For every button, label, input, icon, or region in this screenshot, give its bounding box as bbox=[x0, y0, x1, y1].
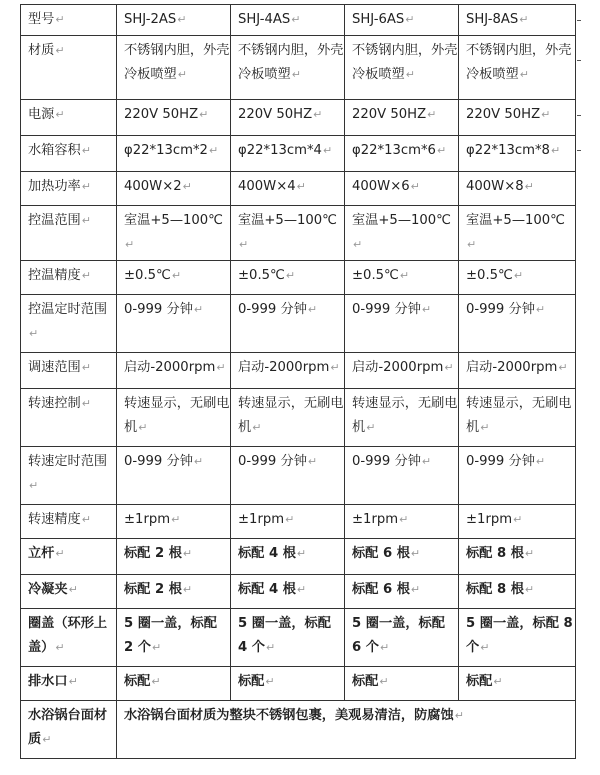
table-row bbox=[21, 100, 576, 136]
cell-text: 不锈钢内胆，外壳冷板喷塑 bbox=[466, 43, 572, 82]
cell-text: 冷凝夹 bbox=[28, 582, 68, 597]
table-cell bbox=[117, 5, 231, 36]
paragraph-mark-icon: ↵ bbox=[405, 68, 415, 81]
cell-text: ±0.5℃ bbox=[124, 268, 171, 283]
paragraph-mark-icon: ↵ bbox=[55, 108, 65, 121]
table-cell bbox=[21, 5, 117, 36]
cell-text: 不锈钢内胆，外壳冷板喷塑 bbox=[238, 43, 344, 82]
table-row bbox=[21, 36, 576, 100]
table-cell bbox=[345, 261, 459, 295]
table-cell bbox=[21, 36, 117, 100]
table-cell bbox=[21, 505, 117, 539]
paragraph-mark-icon: ↵ bbox=[558, 361, 568, 374]
paragraph-mark-icon: ↵ bbox=[379, 641, 390, 654]
cell-text: φ22*13cm*4 bbox=[238, 143, 322, 158]
paragraph-mark-icon: ↵ bbox=[193, 303, 204, 316]
table-cell bbox=[345, 505, 459, 539]
table-cell bbox=[459, 36, 576, 100]
paragraph-mark-icon: ↵ bbox=[151, 675, 161, 688]
table-cell bbox=[117, 206, 231, 261]
table-cell bbox=[117, 36, 231, 100]
paragraph-mark-icon: ↵ bbox=[182, 583, 193, 596]
table-cell bbox=[21, 261, 117, 295]
paragraph-mark-icon: ↵ bbox=[81, 144, 91, 157]
paragraph-mark-icon: ↵ bbox=[138, 421, 148, 434]
table-cell bbox=[231, 575, 345, 609]
cell-text: ±1rpm bbox=[124, 512, 171, 527]
table-row bbox=[21, 447, 576, 505]
table-cell bbox=[459, 353, 576, 389]
paragraph-mark-icon: ↵ bbox=[513, 513, 523, 526]
table-cell bbox=[459, 389, 576, 447]
paragraph-mark-icon: ↵ bbox=[480, 641, 490, 654]
paragraph-mark-icon: ↵ bbox=[366, 421, 376, 434]
paragraph-mark-icon: ↵ bbox=[399, 269, 410, 282]
table-cell bbox=[21, 172, 117, 206]
cell-text: 转速定时范围 bbox=[28, 454, 108, 469]
cell-text: 0-999 分钟 bbox=[238, 302, 307, 317]
cell-text: 室温+5—100℃ bbox=[238, 213, 337, 228]
cell-text: 立杆 bbox=[28, 546, 55, 561]
paragraph-mark-icon: ↵ bbox=[493, 675, 503, 688]
table-cell bbox=[231, 539, 345, 575]
paragraph-mark-icon: ↵ bbox=[285, 513, 295, 526]
paragraph-mark-icon: ↵ bbox=[410, 180, 420, 193]
table-row bbox=[21, 206, 576, 261]
table-cell bbox=[21, 136, 117, 172]
paragraph-mark-icon: ↵ bbox=[177, 13, 187, 26]
paragraph-mark-icon: ↵ bbox=[81, 180, 91, 193]
paragraph-mark-icon: ↵ bbox=[296, 547, 307, 560]
cell-text: 400W×4 bbox=[238, 179, 296, 194]
paragraph-mark-icon: ↵ bbox=[265, 641, 276, 654]
paragraph-mark-icon: ↵ bbox=[239, 238, 249, 251]
paragraph-mark-icon: ↵ bbox=[535, 455, 546, 468]
paragraph-mark-icon: ↵ bbox=[399, 513, 409, 526]
table-cell bbox=[345, 667, 459, 701]
cell-text: 水浴锅台面材质为整块不锈钢包裹，美观易清洁，防腐蚀 bbox=[124, 708, 454, 723]
cell-text: 型号 bbox=[28, 12, 55, 27]
table-row bbox=[21, 353, 576, 389]
table-cell bbox=[231, 5, 345, 36]
paragraph-mark-icon: ↵ bbox=[216, 361, 226, 374]
table-cell bbox=[231, 353, 345, 389]
cell-text: SHJ-4AS bbox=[238, 12, 291, 27]
cell-text: 不锈钢内胆，外壳冷板喷塑 bbox=[124, 43, 230, 82]
paragraph-mark-icon: ↵ bbox=[177, 68, 187, 81]
cell-text: 标配 4 根 bbox=[238, 546, 296, 561]
table-cell bbox=[345, 172, 459, 206]
cell-text: 转速显示，无刷电机 bbox=[238, 396, 344, 435]
table-cell bbox=[345, 206, 459, 261]
paragraph-mark-icon: ↵ bbox=[454, 709, 464, 722]
paragraph-mark-icon: ↵ bbox=[379, 675, 389, 688]
table-cell bbox=[345, 539, 459, 575]
paragraph-mark-icon: ↵ bbox=[513, 269, 524, 282]
table-cell bbox=[459, 539, 576, 575]
cell-text: 室温+5—100℃ bbox=[352, 213, 451, 228]
paragraph-mark-icon: ↵ bbox=[171, 513, 181, 526]
paragraph-mark-icon: ↵ bbox=[296, 180, 306, 193]
paragraph-mark-icon: ↵ bbox=[29, 327, 39, 340]
cell-text: 标配 6 根 bbox=[352, 546, 410, 561]
paragraph-mark-icon: ↵ bbox=[519, 13, 529, 26]
table-cell bbox=[117, 447, 231, 505]
paragraph-mark-icon: ↵ bbox=[524, 583, 535, 596]
paragraph-mark-icon: ↵ bbox=[182, 547, 193, 560]
table-row bbox=[21, 505, 576, 539]
paragraph-mark-icon: ↵ bbox=[444, 361, 454, 374]
table-cell bbox=[231, 172, 345, 206]
table-cell bbox=[117, 100, 231, 136]
cell-text: 转速显示，无刷电机 bbox=[124, 396, 230, 435]
table-cell bbox=[459, 172, 576, 206]
paragraph-mark-icon: ↵ bbox=[42, 733, 52, 746]
table-cell bbox=[21, 701, 117, 759]
paragraph-mark-icon: ↵ bbox=[519, 68, 529, 81]
cell-text: 室温+5—100℃ bbox=[124, 213, 223, 228]
cell-text: ±0.5℃ bbox=[238, 268, 285, 283]
table-cell bbox=[345, 389, 459, 447]
table-cell bbox=[21, 389, 117, 447]
table-row bbox=[21, 295, 576, 353]
paragraph-mark-icon: ↵ bbox=[29, 479, 39, 492]
cell-text: 220V 50HZ bbox=[466, 107, 541, 122]
paragraph-mark-icon: ↵ bbox=[322, 144, 333, 157]
paragraph-mark-icon: ↵ bbox=[410, 547, 421, 560]
paragraph-mark-icon: ↵ bbox=[81, 269, 91, 282]
paragraph-mark-icon: ↵ bbox=[208, 144, 219, 157]
paragraph-mark-icon: ↵ bbox=[307, 455, 318, 468]
cell-text: 标配 6 根 bbox=[352, 582, 410, 597]
paragraph-mark-icon: ↵ bbox=[330, 361, 340, 374]
paragraph-mark-icon: ↵ bbox=[81, 513, 91, 526]
cell-text: 控温精度 bbox=[28, 268, 81, 283]
table-cell bbox=[231, 609, 345, 667]
table-cell bbox=[117, 505, 231, 539]
cell-text: ±0.5℃ bbox=[352, 268, 399, 283]
table-cell bbox=[21, 539, 117, 575]
paragraph-mark-icon: ↵ bbox=[550, 144, 561, 157]
table-cell bbox=[21, 667, 117, 701]
paragraph-mark-icon: ↵ bbox=[68, 583, 78, 596]
table-cell bbox=[117, 575, 231, 609]
table-cell bbox=[345, 575, 459, 609]
table-cell bbox=[459, 609, 576, 667]
cell-text: φ22*13cm*6 bbox=[352, 143, 436, 158]
cell-text: 0-999 分钟 bbox=[466, 302, 535, 317]
table-cell bbox=[231, 295, 345, 353]
cell-text: 不锈钢内胆，外壳冷板喷塑 bbox=[352, 43, 458, 82]
paragraph-mark-icon: ↵ bbox=[199, 108, 209, 121]
table-cell bbox=[459, 136, 576, 172]
cell-text: 400W×6 bbox=[352, 179, 410, 194]
spec-table bbox=[20, 4, 576, 759]
table-cell bbox=[345, 447, 459, 505]
table-cell bbox=[231, 261, 345, 295]
table-row bbox=[21, 261, 576, 295]
table-cell bbox=[459, 505, 576, 539]
cell-text: 控温定时范围 bbox=[28, 302, 108, 317]
table-cell bbox=[231, 389, 345, 447]
paragraph-mark-icon: ↵ bbox=[291, 68, 301, 81]
table-cell bbox=[21, 353, 117, 389]
cell-text: 0-999 分钟 bbox=[352, 454, 421, 469]
cell-text: ±0.5℃ bbox=[466, 268, 513, 283]
paragraph-mark-icon: ↵ bbox=[81, 214, 91, 227]
cell-text: 标配 bbox=[124, 674, 151, 689]
cell-text: 0-999 分钟 bbox=[466, 454, 535, 469]
table-header-row bbox=[21, 5, 576, 36]
cell-text: 220V 50HZ bbox=[124, 107, 199, 122]
table-cell bbox=[21, 575, 117, 609]
cell-text: 转速精度 bbox=[28, 512, 81, 527]
table-row bbox=[21, 136, 576, 172]
cell-text: 启动-2000rpm bbox=[352, 360, 444, 375]
paragraph-mark-icon: ↵ bbox=[125, 238, 135, 251]
paragraph-mark-icon: ↵ bbox=[171, 269, 182, 282]
cell-text: 电源 bbox=[28, 107, 55, 122]
cell-text: ±1rpm bbox=[466, 512, 513, 527]
cell-text: 圈盖（环形上盖） bbox=[28, 616, 108, 655]
table-edge-tick bbox=[577, 115, 581, 116]
table-cell bbox=[117, 667, 231, 701]
table-cell bbox=[459, 575, 576, 609]
cell-text: 启动-2000rpm bbox=[466, 360, 558, 375]
cell-text: 标配 bbox=[238, 674, 265, 689]
table-cell bbox=[345, 295, 459, 353]
table-cell bbox=[459, 295, 576, 353]
cell-text: 标配 8 根 bbox=[466, 546, 524, 561]
paragraph-mark-icon: ↵ bbox=[55, 44, 65, 57]
paragraph-mark-icon: ↵ bbox=[55, 641, 65, 654]
paragraph-mark-icon: ↵ bbox=[524, 180, 534, 193]
paragraph-mark-icon: ↵ bbox=[296, 583, 307, 596]
paragraph-mark-icon: ↵ bbox=[307, 303, 318, 316]
table-cell bbox=[459, 261, 576, 295]
cell-text: φ22*13cm*8 bbox=[466, 143, 550, 158]
paragraph-mark-icon: ↵ bbox=[353, 238, 363, 251]
table-cell bbox=[117, 539, 231, 575]
table-cell bbox=[459, 5, 576, 36]
cell-text: 标配 8 根 bbox=[466, 582, 524, 597]
paragraph-mark-icon: ↵ bbox=[55, 547, 65, 560]
table-edge-tick bbox=[577, 20, 581, 21]
cell-text: 转速控制 bbox=[28, 396, 81, 411]
cell-text: SHJ-2AS bbox=[124, 12, 177, 27]
table-cell bbox=[117, 701, 576, 759]
table-cell bbox=[231, 505, 345, 539]
paragraph-mark-icon: ↵ bbox=[421, 303, 432, 316]
table-cell bbox=[345, 609, 459, 667]
table-cell bbox=[459, 206, 576, 261]
paragraph-mark-icon: ↵ bbox=[252, 421, 262, 434]
cell-text: 调速范围 bbox=[28, 360, 81, 375]
table-row bbox=[21, 389, 576, 447]
cell-text: 5 圈一盖，标配 2 个 bbox=[124, 616, 217, 655]
table-cell bbox=[345, 5, 459, 36]
cell-text: 标配 bbox=[466, 674, 493, 689]
table-cell bbox=[21, 206, 117, 261]
cell-text: 启动-2000rpm bbox=[124, 360, 216, 375]
cell-text: 标配 4 根 bbox=[238, 582, 296, 597]
paragraph-mark-icon: ↵ bbox=[81, 361, 91, 374]
table-cell bbox=[117, 389, 231, 447]
paragraph-mark-icon: ↵ bbox=[535, 303, 546, 316]
table-cell bbox=[117, 609, 231, 667]
cell-text: 室温+5—100℃ bbox=[466, 213, 565, 228]
table-cell bbox=[21, 295, 117, 353]
cell-text: 排水口 bbox=[28, 674, 68, 689]
cell-text: 启动-2000rpm bbox=[238, 360, 330, 375]
table-cell bbox=[345, 353, 459, 389]
cell-text: 标配 2 根 bbox=[124, 582, 182, 597]
paragraph-mark-icon: ↵ bbox=[182, 180, 192, 193]
table-cell bbox=[345, 100, 459, 136]
table-cell bbox=[231, 136, 345, 172]
table-cell bbox=[345, 36, 459, 100]
table-cell bbox=[231, 667, 345, 701]
paragraph-mark-icon: ↵ bbox=[68, 675, 78, 688]
cell-text: 0-999 分钟 bbox=[238, 454, 307, 469]
table-cell bbox=[117, 261, 231, 295]
cell-text: φ22*13cm*2 bbox=[124, 143, 208, 158]
table-cell bbox=[21, 447, 117, 505]
cell-text: 0-999 分钟 bbox=[124, 302, 193, 317]
cell-text: 400W×2 bbox=[124, 179, 182, 194]
table-cell bbox=[231, 100, 345, 136]
cell-text: 水浴锅台面材质 bbox=[28, 708, 108, 747]
paragraph-mark-icon: ↵ bbox=[421, 455, 432, 468]
cell-text: 材质 bbox=[28, 43, 55, 58]
cell-text: 控温范围 bbox=[28, 213, 81, 228]
cell-text: 加热功率 bbox=[28, 179, 81, 194]
table-footer-row bbox=[21, 701, 576, 759]
cell-text: 220V 50HZ bbox=[352, 107, 427, 122]
cell-text: 0-999 分钟 bbox=[124, 454, 193, 469]
cell-text: 标配 2 根 bbox=[124, 546, 182, 561]
paragraph-mark-icon: ↵ bbox=[265, 675, 275, 688]
table-edge-tick bbox=[577, 150, 581, 151]
cell-text: 5 圈一盖，标配 4 个 bbox=[238, 616, 331, 655]
paragraph-mark-icon: ↵ bbox=[285, 269, 296, 282]
cell-text: 220V 50HZ bbox=[238, 107, 313, 122]
paragraph-mark-icon: ↵ bbox=[541, 108, 551, 121]
table-row bbox=[21, 667, 576, 701]
cell-text: 400W×8 bbox=[466, 179, 524, 194]
table-cell bbox=[231, 447, 345, 505]
table-cell bbox=[459, 100, 576, 136]
table-cell bbox=[459, 447, 576, 505]
table-row bbox=[21, 172, 576, 206]
table-cell bbox=[231, 36, 345, 100]
paragraph-mark-icon: ↵ bbox=[436, 144, 447, 157]
table-cell bbox=[21, 100, 117, 136]
paragraph-mark-icon: ↵ bbox=[81, 397, 91, 410]
table-cell bbox=[21, 609, 117, 667]
table-row bbox=[21, 575, 576, 609]
cell-text: 5 圈一盖，标配 6 个 bbox=[352, 616, 445, 655]
cell-text: 转速显示，无刷电机 bbox=[352, 396, 458, 435]
table-cell bbox=[117, 295, 231, 353]
paragraph-mark-icon: ↵ bbox=[405, 13, 415, 26]
table-cell bbox=[117, 136, 231, 172]
paragraph-mark-icon: ↵ bbox=[55, 13, 65, 26]
cell-text: SHJ-6AS bbox=[352, 12, 405, 27]
cell-text: SHJ-8AS bbox=[466, 12, 519, 27]
paragraph-mark-icon: ↵ bbox=[480, 421, 490, 434]
paragraph-mark-icon: ↵ bbox=[410, 583, 421, 596]
paragraph-mark-icon: ↵ bbox=[427, 108, 437, 121]
cell-text: 转速显示，无刷电机 bbox=[466, 396, 572, 435]
paragraph-mark-icon: ↵ bbox=[524, 547, 535, 560]
paragraph-mark-icon: ↵ bbox=[291, 13, 301, 26]
cell-text: 0-999 分钟 bbox=[352, 302, 421, 317]
table-cell bbox=[459, 667, 576, 701]
paragraph-mark-icon: ↵ bbox=[151, 641, 162, 654]
table-row bbox=[21, 539, 576, 575]
cell-text: 标配 bbox=[352, 674, 379, 689]
table-cell bbox=[231, 206, 345, 261]
cell-text: ±1rpm bbox=[352, 512, 399, 527]
table-row bbox=[21, 609, 576, 667]
cell-text: ±1rpm bbox=[238, 512, 285, 527]
cell-text: 5 圈一盖，标配 8 个 bbox=[466, 616, 573, 655]
table-cell bbox=[117, 172, 231, 206]
paragraph-mark-icon: ↵ bbox=[467, 238, 477, 251]
table-cell bbox=[345, 136, 459, 172]
cell-text: 水箱容积 bbox=[28, 143, 81, 158]
paragraph-mark-icon: ↵ bbox=[193, 455, 204, 468]
table-edge-tick bbox=[577, 60, 581, 61]
paragraph-mark-icon: ↵ bbox=[313, 108, 323, 121]
table-cell bbox=[117, 353, 231, 389]
